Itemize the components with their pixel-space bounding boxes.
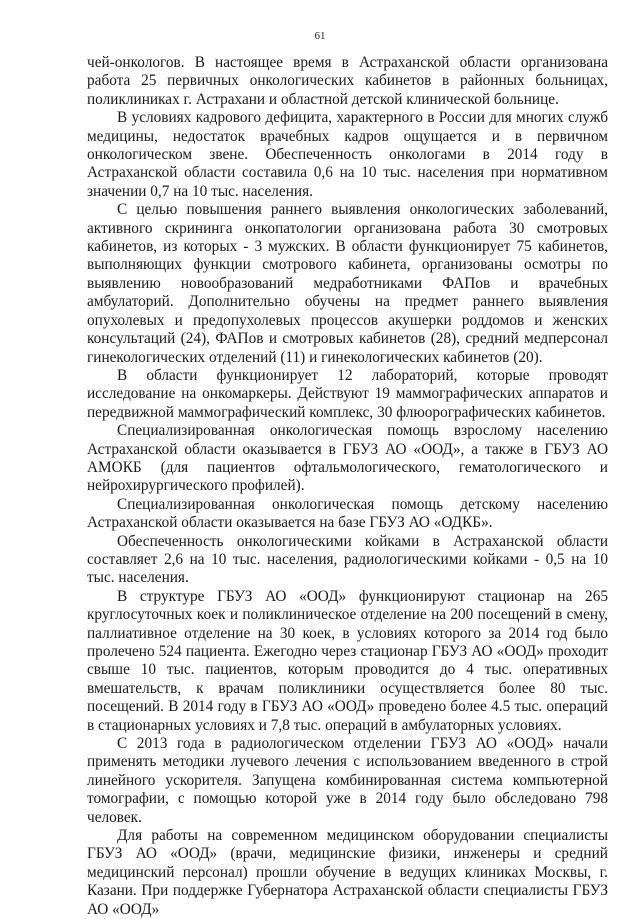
paragraph: С целью повышения раннего выявления онкологических заболеваний, активного скрининга онкопатологии организована работа 30 смотровых кабинетов, из которых - 3 мужских. В области функционирует 75 кабинетов, выполняющих функции смотрового кабинета, организованы осмотры по выявлению новообразований медработниками ФАПов и врачебных амбулаторий. Дополнительно обучены на предмет раннего выявления опухолевых и предопухолевых процессов акушерки роддомов и женских консультаций (24), ФАПов и смотровых кабинетов (28), средний медперсонал гинекологических отделений (11) и гинекологических кабинетов (20).: [87, 201, 608, 366]
page-number: 61: [314, 30, 326, 42]
body-text: [87, 54, 608, 919]
paragraph: С 2013 года в радиологическом отделении ГБУЗ АО «ООД» начали применять методики лучевого лечения с использованием введенного в строй линейного ускорителя. Запущена комбинированная система компьютерной томографии, с помощью которой уже в 2014 году было обследовано 798 человек.: [87, 735, 608, 826]
paragraph: Специализированная онкологическая помощь взрослому населению Астраханской области оказывается в ГБУЗ АО «ООД», а также в ГБУЗ АО АМОКБ (для пациентов офтальмологического, гематологического и нейрохирургического профилей).: [87, 422, 608, 495]
paragraph: чей-онкологов. В настоящее время в Астраханской области организована работа 25 первичных онкологических кабинетов в районных больницах, поликлиниках г. Астрахани и областной детской клинической больнице.: [87, 54, 608, 108]
paragraph: Обеспеченность онкологическими койками в Астраханской области составляет 2,6 на 10 тыс. населения, радиологическими койками - 0,5 на 10 тыс. населения.: [87, 532, 608, 587]
paragraph: В области функционирует 12 лабораторий, которые проводят исследование на онкомаркеры. Действуют 19 маммографических аппаратов и передвижной маммографический комплекс, 30 флюорографических кабинетов.: [87, 366, 608, 421]
paragraph: Для работы на современном медицинском оборудовании специалисты ГБУЗ АО «ООД» (врачи, медицинские физики, инженеры и средний медицинский персонал) прошли обучение в ведущих клиниках Москвы, г. Казани. При поддержке Губернатора Астраханской области специалисты ГБУЗ АО «ООД»: [87, 827, 608, 918]
paragraph: В структуре ГБУЗ АО «ООД» функционируют стационар на 265 круглосуточных коек и поликлиническое отделение на 200 посещений в смену, паллиативное отделение на 30 коек, в условиях которого за 2014 год было пролечено 524 пациента. Ежегодно через стационар ГБУЗ АО «ООД» проходит свыше 10 тыс. пациентов, которым проводится до 4 тыс. оперативных вмешательств, к врачам поликлиники осуществляется более 80 тыс. посещений. В 2014 году в ГБУЗ АО «ООД» проведено более 4.5 тыс. операций в стационарных условиях и 7,8 тыс. операций в амбулаторных условиях.: [87, 587, 608, 734]
paragraph: Специализированная онкологическая помощь детскому населению Астраханской области оказывается на базе ГБУЗ АО «ОДКБ».: [87, 495, 608, 532]
paragraph: В условиях кадрового дефицита, характерного в России для многих служб медицины, недостаток врачебных кадров ощущается и в первичном онкологическом звене. Обеспеченность онкологами в 2014 году в Астраханской области составила 0,6 на 10 тыс. населения при нормативном значении 0,7 на 10 тыс. населения.: [87, 109, 608, 200]
